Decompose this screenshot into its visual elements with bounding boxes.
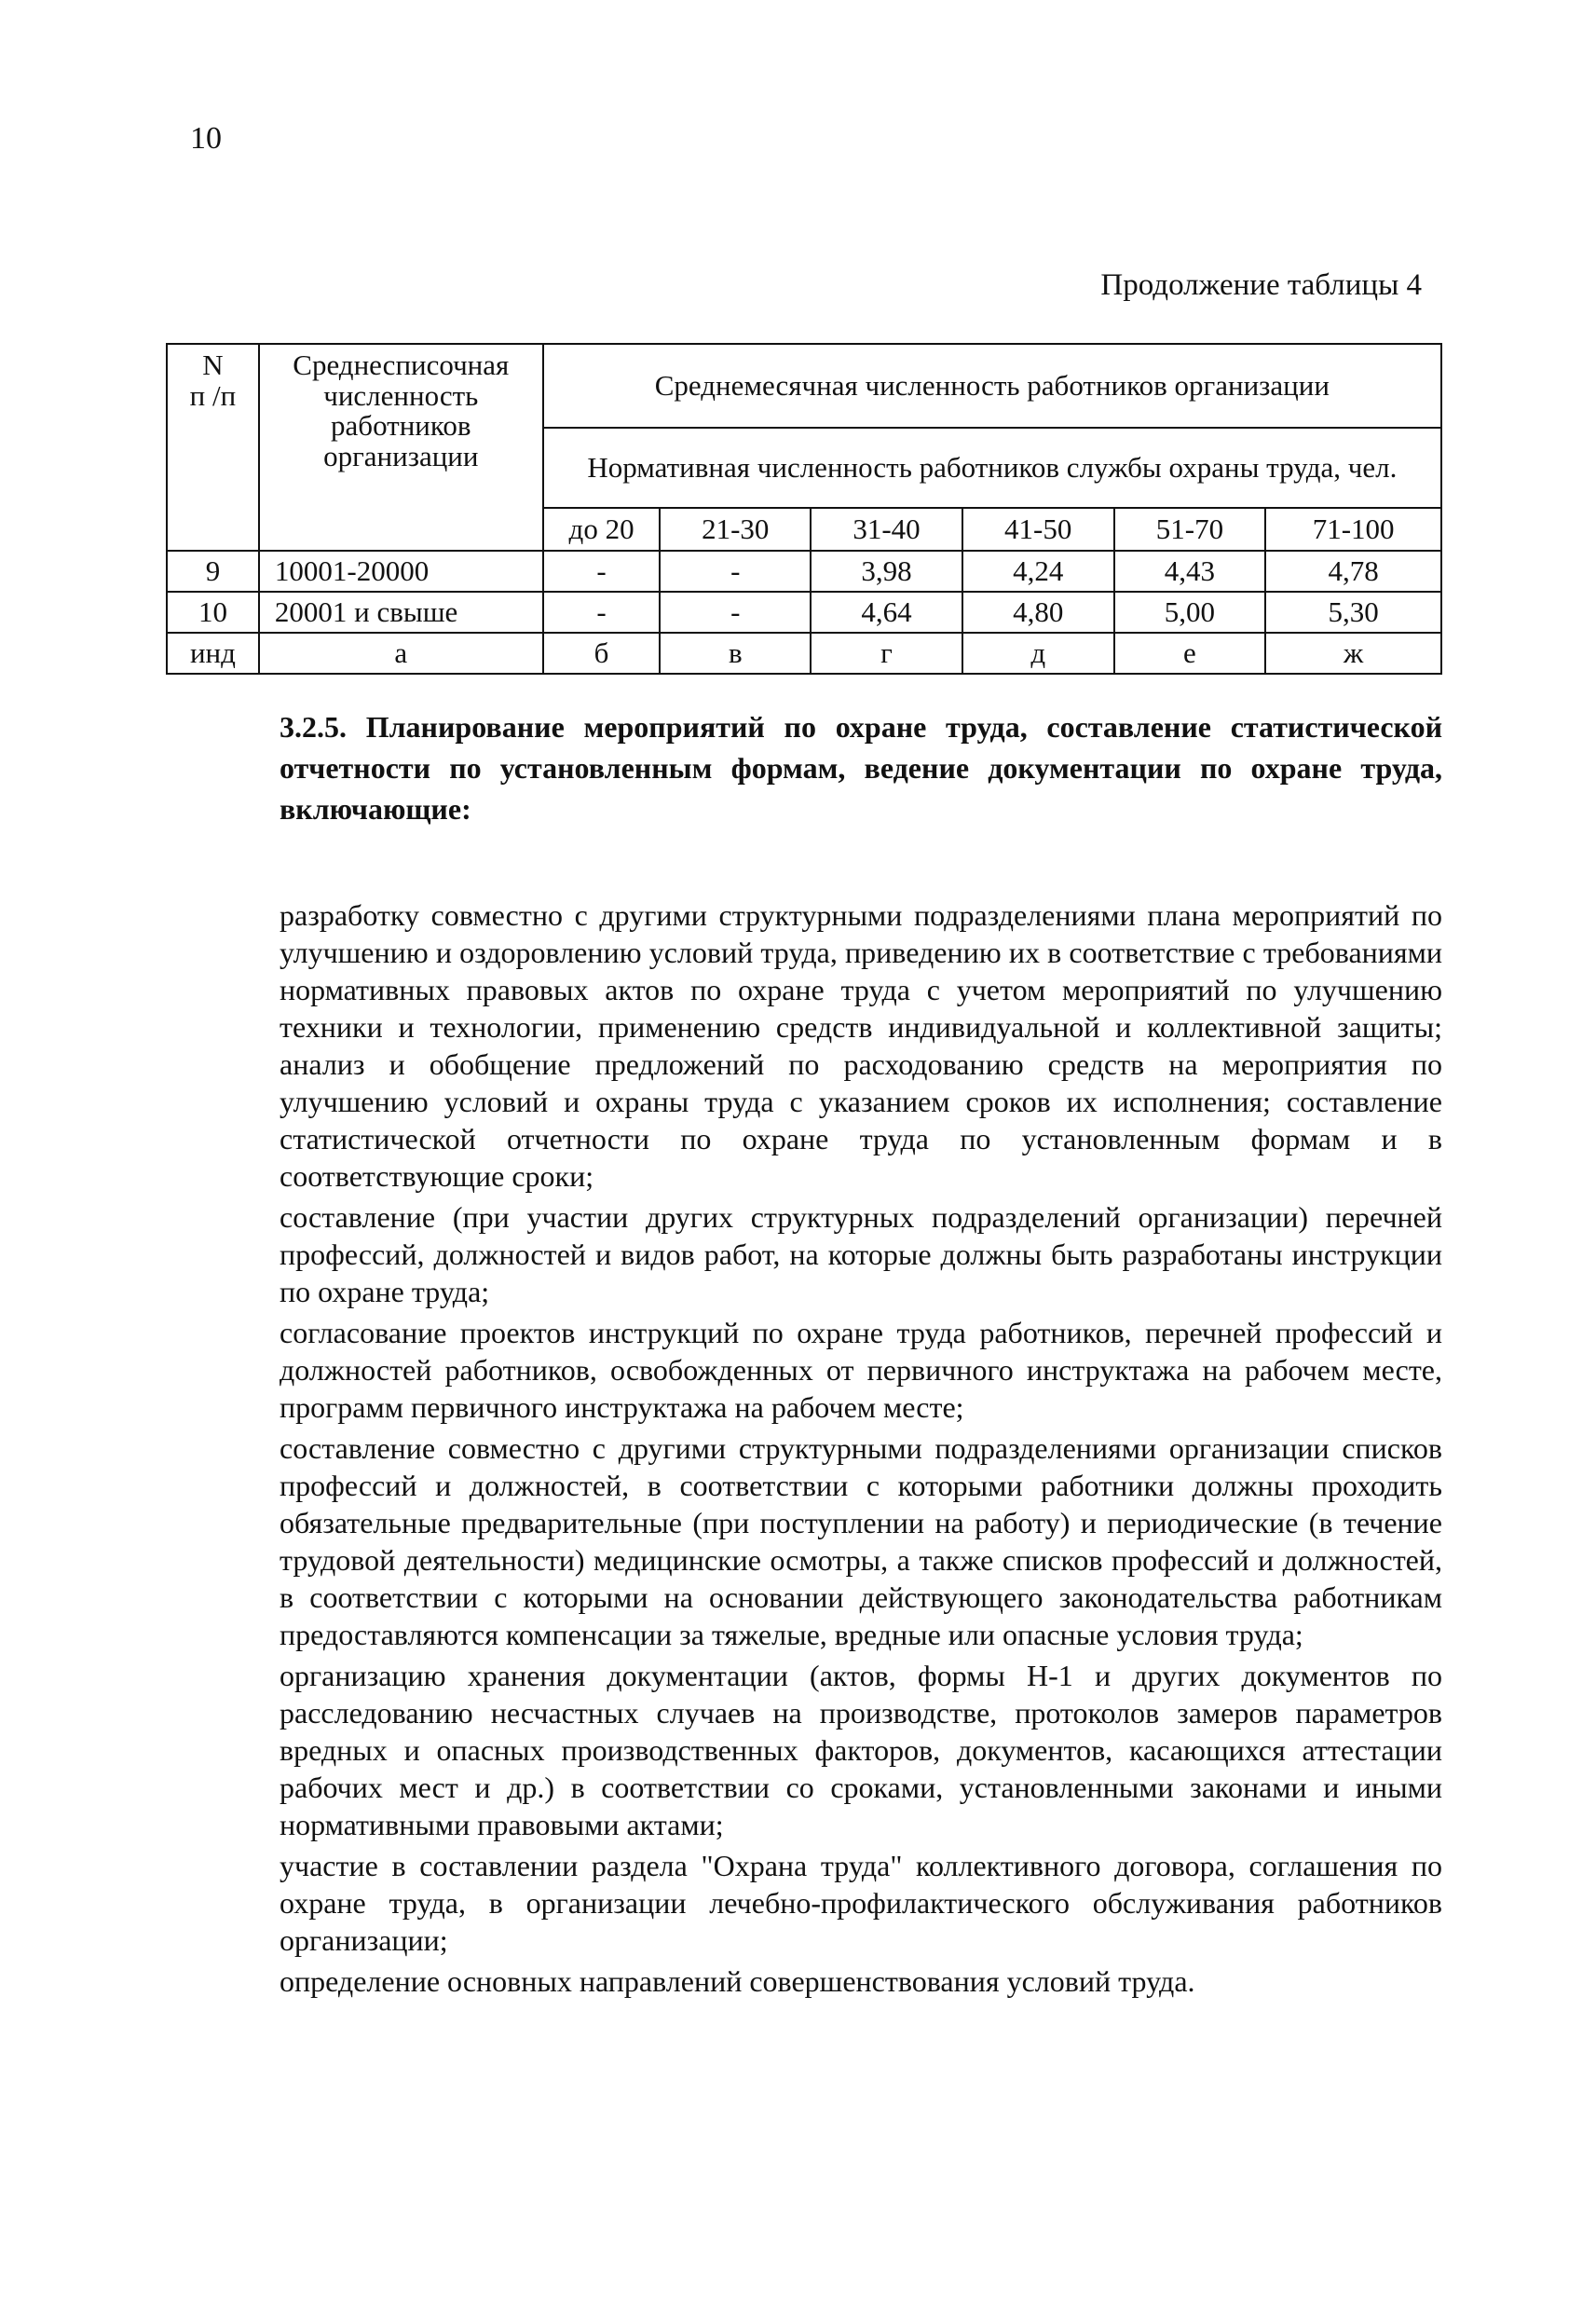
range-cell: до 20 — [543, 508, 661, 551]
row-value: - — [543, 551, 661, 592]
range-cell: 31-40 — [811, 508, 962, 551]
section-3-2-5 — [280, 706, 1442, 2003]
col-num-header-line1: N — [202, 349, 224, 381]
row-value: - — [660, 592, 811, 633]
row-staff: 20001 и свыше — [259, 592, 543, 633]
row-value: - — [543, 592, 661, 633]
row-value: 5,30 — [1265, 592, 1441, 633]
col-staff-header: Среднесписочная численность работников организации — [259, 344, 543, 551]
row-num: инд — [167, 633, 259, 674]
range-cell: 71-100 — [1265, 508, 1441, 551]
row-value: - — [660, 551, 811, 592]
row-value: 4,80 — [962, 592, 1114, 633]
table-row — [167, 633, 1441, 674]
subgroup-header: Нормативная численность работников службы охраны труда, чел. — [543, 428, 1441, 508]
duty-paragraph: участие в составлении раздела "Охрана труда" коллективного договора, соглашения по охране труда, в организации лечебно-профилактического обслуживания работников организации; — [280, 1849, 1442, 1957]
row-value: е — [1114, 633, 1266, 674]
duty-paragraph: составление (при участии других структурных подразделений организации) перечней профессий, должностей и видов работ, на которые должны быть разработаны инструкции по охране труда; — [280, 1200, 1442, 1308]
range-cell: 21-30 — [660, 508, 811, 551]
duties-list — [280, 896, 1442, 2000]
row-staff: а — [259, 633, 543, 674]
row-value: г — [811, 633, 962, 674]
table-row — [167, 551, 1441, 592]
row-value: ж — [1265, 633, 1441, 674]
section-heading: 3.2.5. Планирование мероприятий по охране труда, составление статистической отчетности по установленным формам, ведение документации по охране труда, включающие: — [280, 710, 1442, 826]
row-value: д — [962, 633, 1114, 674]
row-staff: 10001-20000 — [259, 551, 543, 592]
duty-paragraph: определение основных направлений совершенствования условий труда. — [280, 1964, 1195, 1998]
duty-paragraph: организацию хранения документации (актов, формы Н-1 и других документов по расследованию несчастных случаев на производстве, протоколов замеров параметров вредных и опасных производственных факторов, документов, касающихся аттестации рабочих мест и др.) в соответствии со сроками, установленными законами и иными нормативными правовыми актами; — [280, 1659, 1442, 1841]
row-num: 10 — [167, 592, 259, 633]
duty-paragraph: разработку совместно с другими структурными подразделениями плана мероприятий по улучшению и оздоровлению условий труда, приведению их в соответствие с требованиями нормативных правовых актов по охране труда с учетом мероприятий по улучшению техники и технологии, применению средств индивидуальной и коллективной защиты; анализ и обобщение предложений по расходованию средств на мероприятия по улучшению условий и охраны труда с указанием сроков их исполнения; составление статистической отчетности по охране труда по установленным формам и в соответствующие сроки; — [280, 898, 1442, 1193]
page-number: 10 — [190, 121, 222, 156]
row-value: б — [543, 633, 661, 674]
range-cell: 41-50 — [962, 508, 1114, 551]
row-value: в — [660, 633, 811, 674]
row-value: 3,98 — [811, 551, 962, 592]
duty-paragraph: согласование проектов инструкций по охране труда работников, перечней профессий и должностей работников, освобожденных от первичного инструктажа на рабочем месте, программ первичного инструктажа на рабочем месте; — [280, 1316, 1442, 1424]
col-num-header — [167, 344, 259, 551]
table-caption: Продолжение таблицы 4 — [1100, 268, 1422, 302]
table-row — [167, 592, 1441, 633]
row-value: 4,64 — [811, 592, 962, 633]
row-num: 9 — [167, 551, 259, 592]
group-header: Среднемесячная численность работников организации — [543, 344, 1441, 428]
staffing-table — [166, 343, 1442, 675]
row-value: 4,78 — [1265, 551, 1441, 592]
duty-paragraph: составление совместно с другими структурными подразделениями организации списков профессий и должностей, в соответствии с которыми работники должны проходить обязательные предварительные (при поступлении на работу) и периодические (в течение трудовой деятельности) медицинские осмотры, а также списков профессий и должностей, в соответствии с которыми на основании действующего законодательства работникам предоставляются компенсации за тяжелые, вредные или опасные условия труда; — [280, 1431, 1442, 1651]
row-value: 5,00 — [1114, 592, 1266, 633]
row-value: 4,24 — [962, 551, 1114, 592]
row-value: 4,43 — [1114, 551, 1266, 592]
col-num-header-line2: п /п — [189, 378, 237, 412]
range-cell: 51-70 — [1114, 508, 1266, 551]
